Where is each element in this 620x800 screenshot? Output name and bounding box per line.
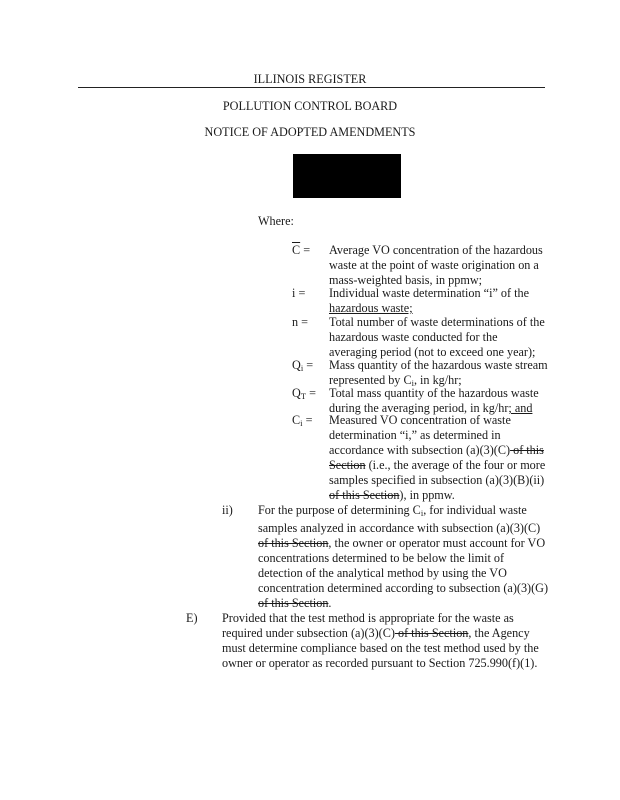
def-var-qi: $Q_i$ = bbox=[292, 358, 314, 373]
where-label: Where: bbox=[258, 214, 294, 228]
para-e-label: E) bbox=[186, 611, 198, 625]
def-var-qt: $Q_T$ = bbox=[292, 386, 316, 401]
para-ii-label: ii) bbox=[222, 503, 233, 517]
def-text-qi: Mass quantity of the hazardous waste stream represented by $C_i$, in kg/hr; bbox=[329, 358, 548, 388]
redacted-equation-image bbox=[293, 154, 401, 198]
def-var-i: i = bbox=[292, 286, 306, 300]
para-e-text: Provided that the test method is appropriate for the waste as required under subsection (a)(3)(C) of this Section, the Agency must determine compliance based on the test method used by the owner or operator as recorded pursuant to Section 725.990(f)(1). bbox=[222, 611, 539, 670]
def-var-cbar: $\overline{C}$ = bbox=[292, 243, 311, 257]
register-title: ILLINOIS REGISTER bbox=[253, 72, 367, 86]
def-text-ci: Measured VO concentration of waste determination “i,” as determined in accordance with subsection (a)(3)(C) of this Section (i.e., the average of the four or more samples specified in subsection (a)(3)(B)(ii) of this Section), in ppmw. bbox=[329, 413, 546, 502]
notice-title: NOTICE OF ADOPTED AMENDMENTS bbox=[204, 125, 416, 139]
def-var-ci: $C_i$ = bbox=[292, 413, 313, 428]
def-text-cbar: Average VO concentration of the hazardous waste at the point of waste origination on a mass-weighted basis, in ppmw; bbox=[329, 243, 543, 287]
def-text-n: Total number of waste determinations of the hazardous waste conducted for the averaging period (not to exceed one year); bbox=[329, 315, 545, 359]
def-text-qt: Total mass quantity of the hazardous waste during the averaging period, in kg/hr; and bbox=[329, 386, 539, 415]
def-var-n: n = bbox=[292, 315, 309, 329]
board-title: POLLUTION CONTROL BOARD bbox=[222, 99, 398, 113]
header-rule bbox=[78, 87, 545, 88]
para-ii-text: For the purpose of determining $C_i$, for individual waste samples analyzed in accordance with subsection (a)(3)(C) of this Section, the owner or operator must account for VO concentrations determined to be below the limit of detection of the analytical method by using the VO concentration determined according to subsection (a)(3)(G) of this Section. bbox=[258, 503, 549, 610]
def-text-i: Individual waste determination “i” of the hazardous waste; bbox=[329, 286, 530, 315]
